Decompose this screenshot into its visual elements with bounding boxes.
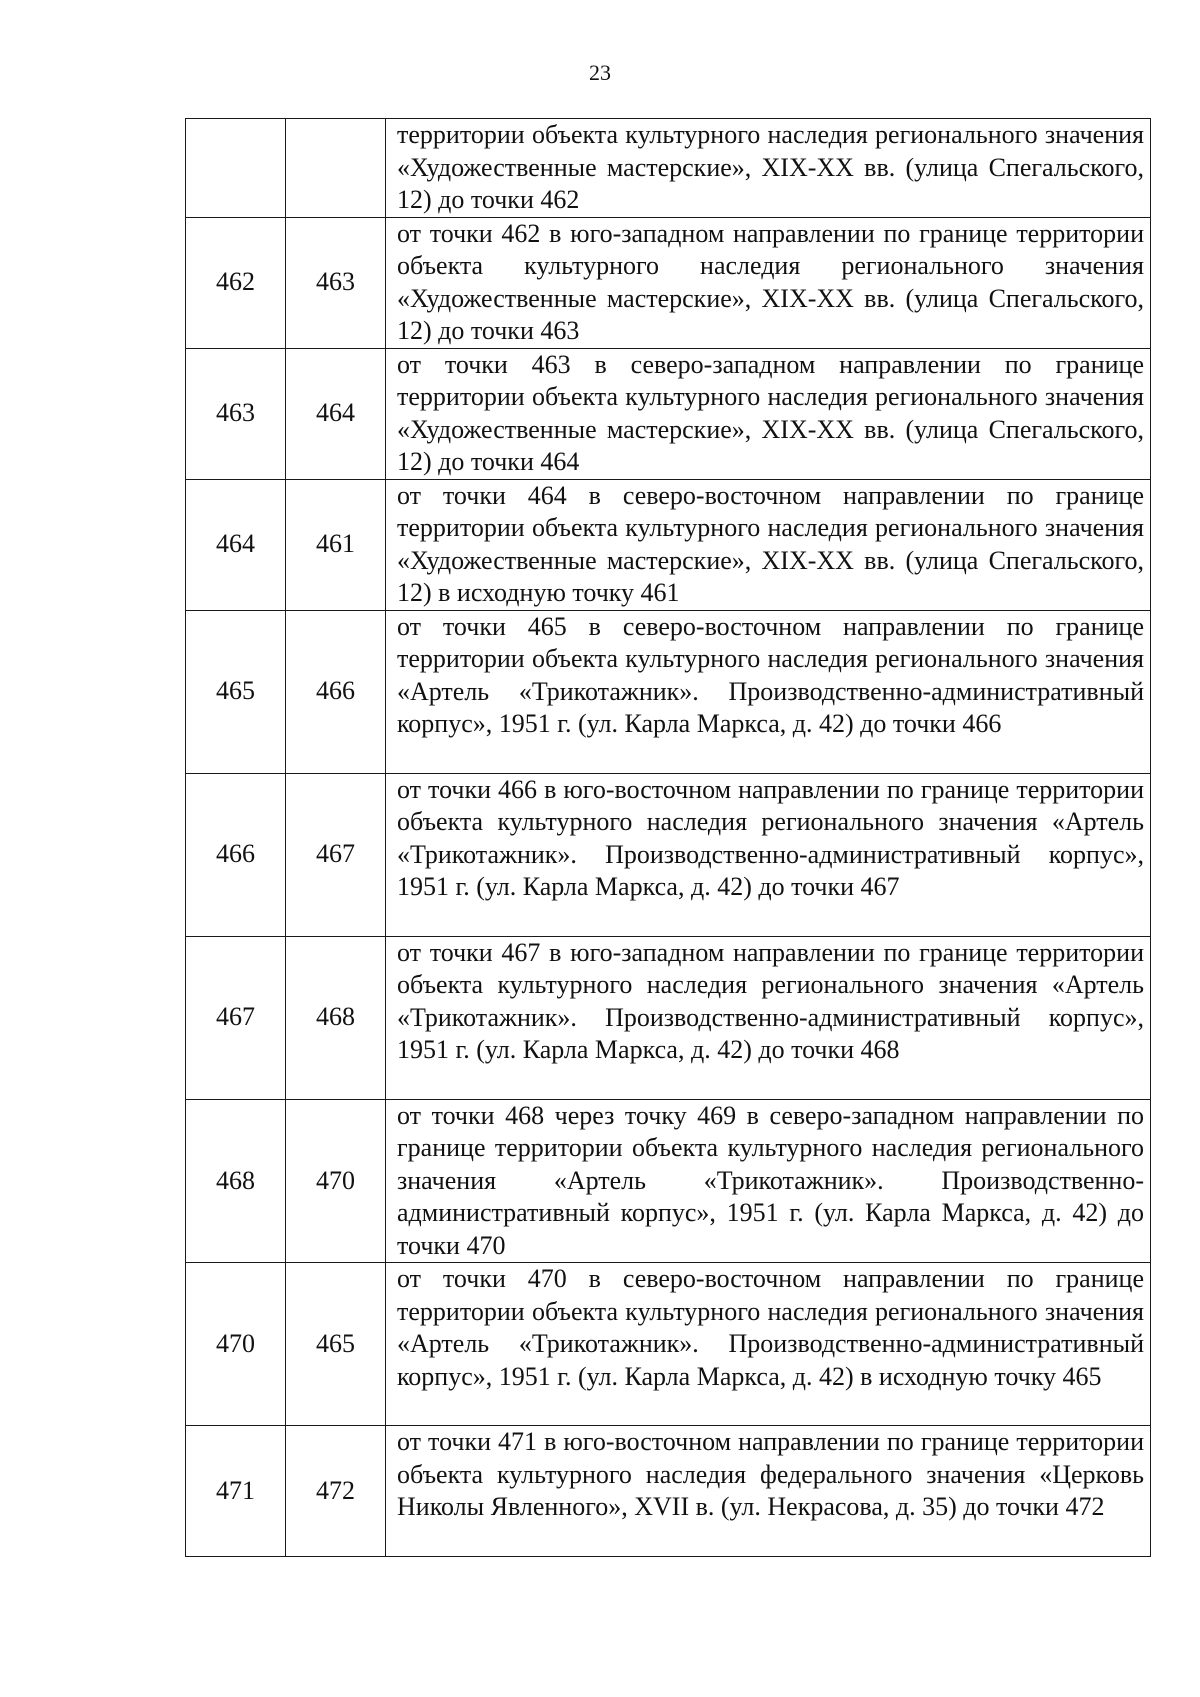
description-cell: от точки 466 в юго-восточном направлении по границе территории объекта культурного наследия регионального значения «Артель «Трикотажник». Производственно-административный корпус», 1951 г. (ул. Карла Маркса, д. 42) до точки 467 bbox=[386, 773, 1151, 936]
description-cell: от точки 462 в юго-западном направлении по границе территории объекта культурного наследия регионального значения «Художественные мастерские», XIX-XX вв. (улица Спегальского, 12) до точки 463 bbox=[386, 217, 1151, 348]
boundary-table bbox=[185, 118, 1151, 1557]
description-cell: от точки 468 через точку 469 в северо-западном направлении по границе территории объекта культурного наследия регионального значения «Артель «Трикотажник». Производственно-административный корпус», 1951 г. (ул. Карла Маркса, д. 42) до точки 470 bbox=[386, 1099, 1151, 1263]
table-row bbox=[186, 119, 1151, 218]
to-point-cell: 465 bbox=[286, 1263, 386, 1426]
table-row bbox=[186, 773, 1151, 936]
to-point-cell: 463 bbox=[286, 217, 386, 348]
table-row bbox=[186, 936, 1151, 1099]
table-row bbox=[186, 1263, 1151, 1426]
table-row bbox=[186, 348, 1151, 479]
to-point-cell: 464 bbox=[286, 348, 386, 479]
description-cell: территории объекта культурного наследия регионального значения «Художественные мастерские», XIX-XX вв. (улица Спегальского, 12) до точки 462 bbox=[386, 119, 1151, 218]
from-point-cell: 468 bbox=[186, 1099, 286, 1263]
to-point-cell: 467 bbox=[286, 773, 386, 936]
from-point-cell: 470 bbox=[186, 1263, 286, 1426]
description-cell: от точки 467 в юго-западном направлении по границе территории объекта культурного наследия регионального значения «Артель «Трикотажник». Производственно-административный корпус», 1951 г. (ул. Карла Маркса, д. 42) до точки 468 bbox=[386, 936, 1151, 1099]
to-point-cell: 466 bbox=[286, 610, 386, 773]
from-point-cell: 463 bbox=[186, 348, 286, 479]
from-point-cell: 467 bbox=[186, 936, 286, 1099]
table-row bbox=[186, 479, 1151, 610]
page-number: 23 bbox=[589, 60, 611, 85]
from-point-cell: 466 bbox=[186, 773, 286, 936]
table-row bbox=[186, 1099, 1151, 1263]
description-cell: от точки 464 в северо-восточном направлении по границе территории объекта культурного наследия регионального значения «Художественные мастерские», XIX-XX вв. (улица Спегальского, 12) в исходную точку 461 bbox=[386, 479, 1151, 610]
from-point-cell: 464 bbox=[186, 479, 286, 610]
from-point-cell: 465 bbox=[186, 610, 286, 773]
from-point-cell: 462 bbox=[186, 217, 286, 348]
description-cell: от точки 470 в северо-восточном направлении по границе территории объекта культурного наследия регионального значения «Артель «Трикотажник». Производственно-административный корпус», 1951 г. (ул. Карла Маркса, д. 42) в исходную точку 465 bbox=[386, 1263, 1151, 1426]
to-point-cell: 470 bbox=[286, 1099, 386, 1263]
to-point-cell: 461 bbox=[286, 479, 386, 610]
to-point-cell bbox=[286, 119, 386, 218]
from-point-cell bbox=[186, 119, 286, 218]
description-cell: от точки 463 в северо-западном направлении по границе территории объекта культурного наследия регионального значения «Художественные мастерские», XIX-XX вв. (улица Спегальского, 12) до точки 464 bbox=[386, 348, 1151, 479]
description-cell: от точки 471 в юго-восточном направлении по границе территории объекта культурного наследия федерального значения «Церковь Николы Явленного», XVII в. (ул. Некрасова, д. 35) до точки 472 bbox=[386, 1426, 1151, 1557]
from-point-cell: 471 bbox=[186, 1426, 286, 1557]
table-row bbox=[186, 1426, 1151, 1557]
to-point-cell: 468 bbox=[286, 936, 386, 1099]
table-row bbox=[186, 217, 1151, 348]
to-point-cell: 472 bbox=[286, 1426, 386, 1557]
table-row bbox=[186, 610, 1151, 773]
description-cell: от точки 465 в северо-восточном направлении по границе территории объекта культурного наследия регионального значения «Артель «Трикотажник». Производственно-административный корпус», 1951 г. (ул. Карла Маркса, д. 42) до точки 466 bbox=[386, 610, 1151, 773]
